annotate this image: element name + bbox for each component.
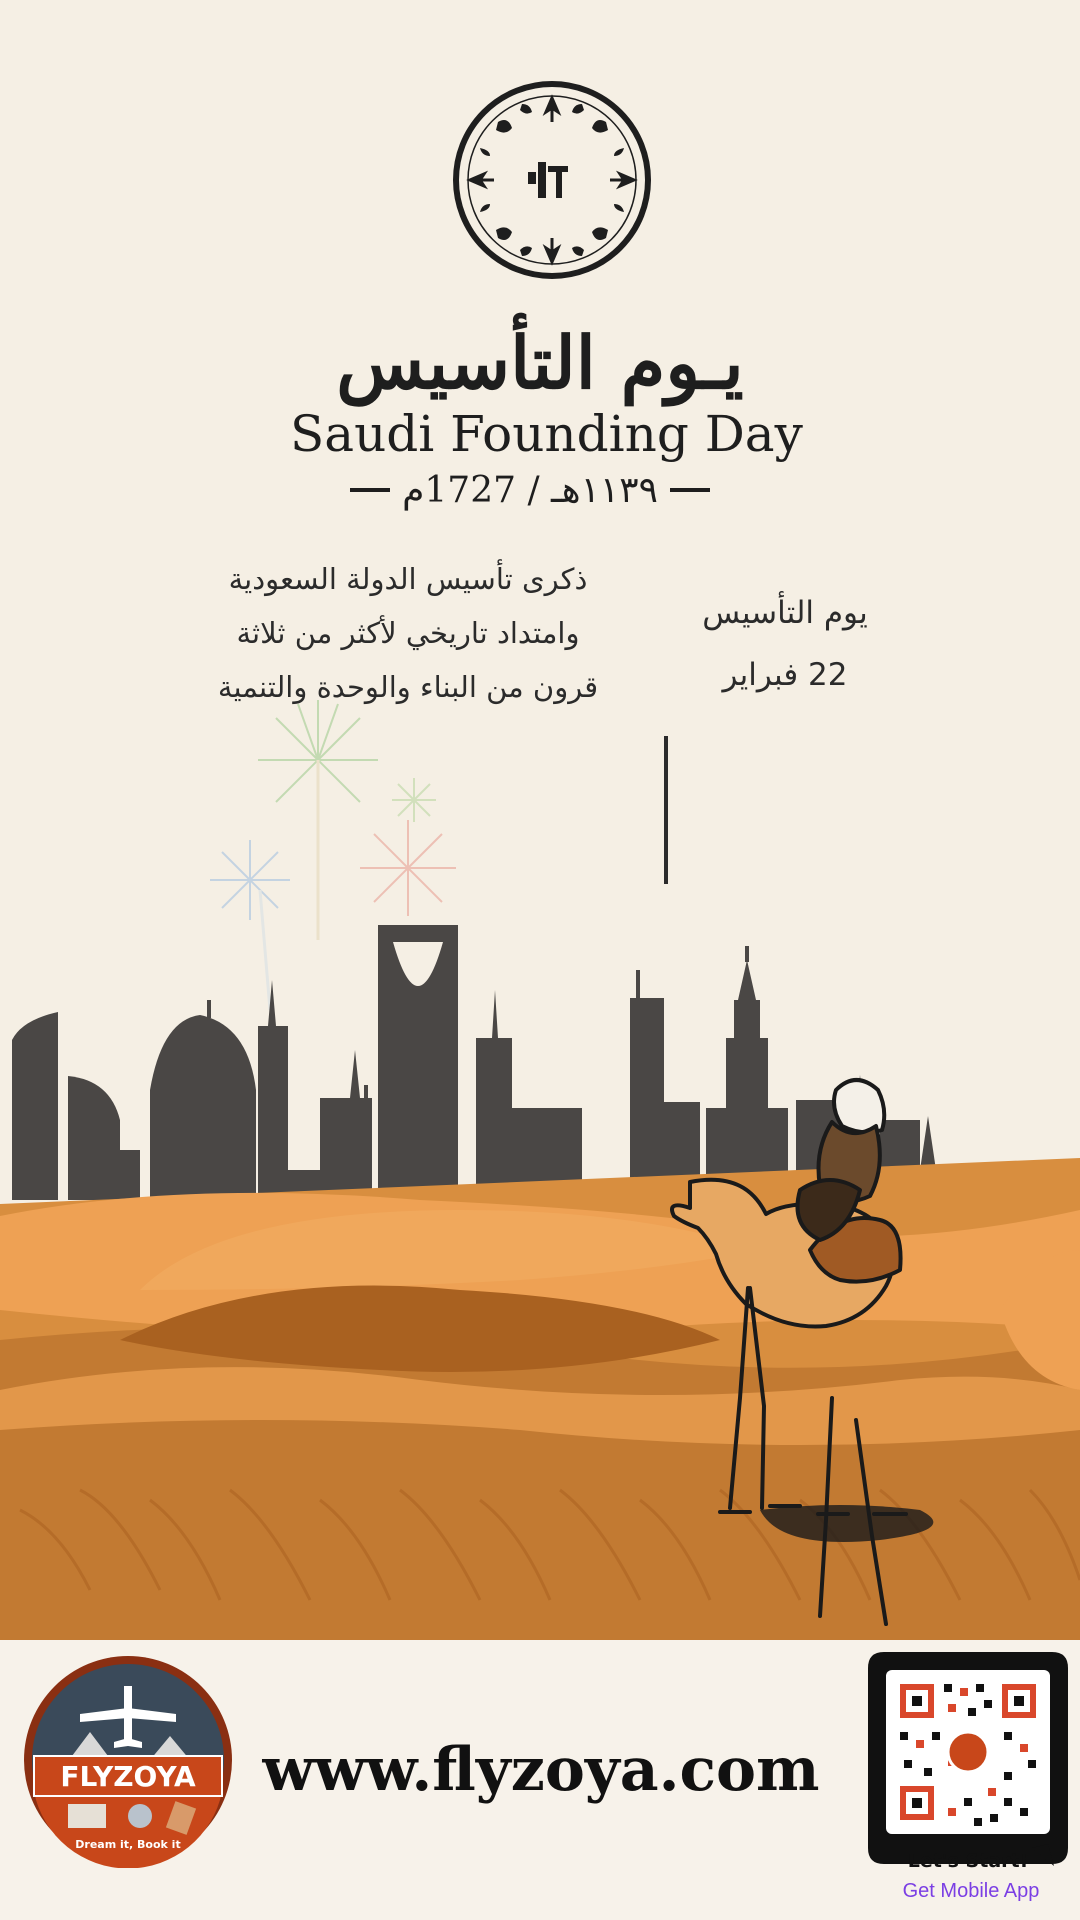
qr-code[interactable] [864,1648,1072,1868]
intro-line: ذكرى تأسيس الدولة السعودية [228,562,588,596]
intro-line: وامتداد تاريخي لأكثر من ثلاثة [236,616,580,650]
dates-text: ١١٣٩هـ / 1727م [402,469,658,511]
founding-day-emblem [450,78,654,282]
get-mobile-app-link[interactable]: Get Mobile App [902,1880,1040,1902]
divider [670,488,710,492]
desert-skyline-illustration [0,690,1080,1640]
svg-text:Dream it, Book it: Dream it, Book it [75,1838,181,1851]
title-english: Saudi Founding Day [290,405,803,463]
city-skyline [12,925,936,1200]
divider [350,488,390,492]
fireworks-icon [210,700,456,1010]
founding-dates [350,470,710,510]
passport-icon [68,1804,106,1828]
website-link[interactable]: www.flyzoya.com [262,1735,820,1805]
intro-line: قرون من البناء والوحدة والتنمية [217,670,599,704]
svg-text:FLYZOYA: FLYZOYA [60,1760,196,1793]
day-label: يوم التأسيس [702,595,868,631]
flyzoya-logo[interactable] [20,1652,236,1868]
founding-day-date [680,582,890,706]
day-date: 22 فبراير [722,657,848,693]
title-arabic: يـوم التأسيس [336,320,744,405]
qr-cta-text: Let's Start! [907,1850,1029,1872]
